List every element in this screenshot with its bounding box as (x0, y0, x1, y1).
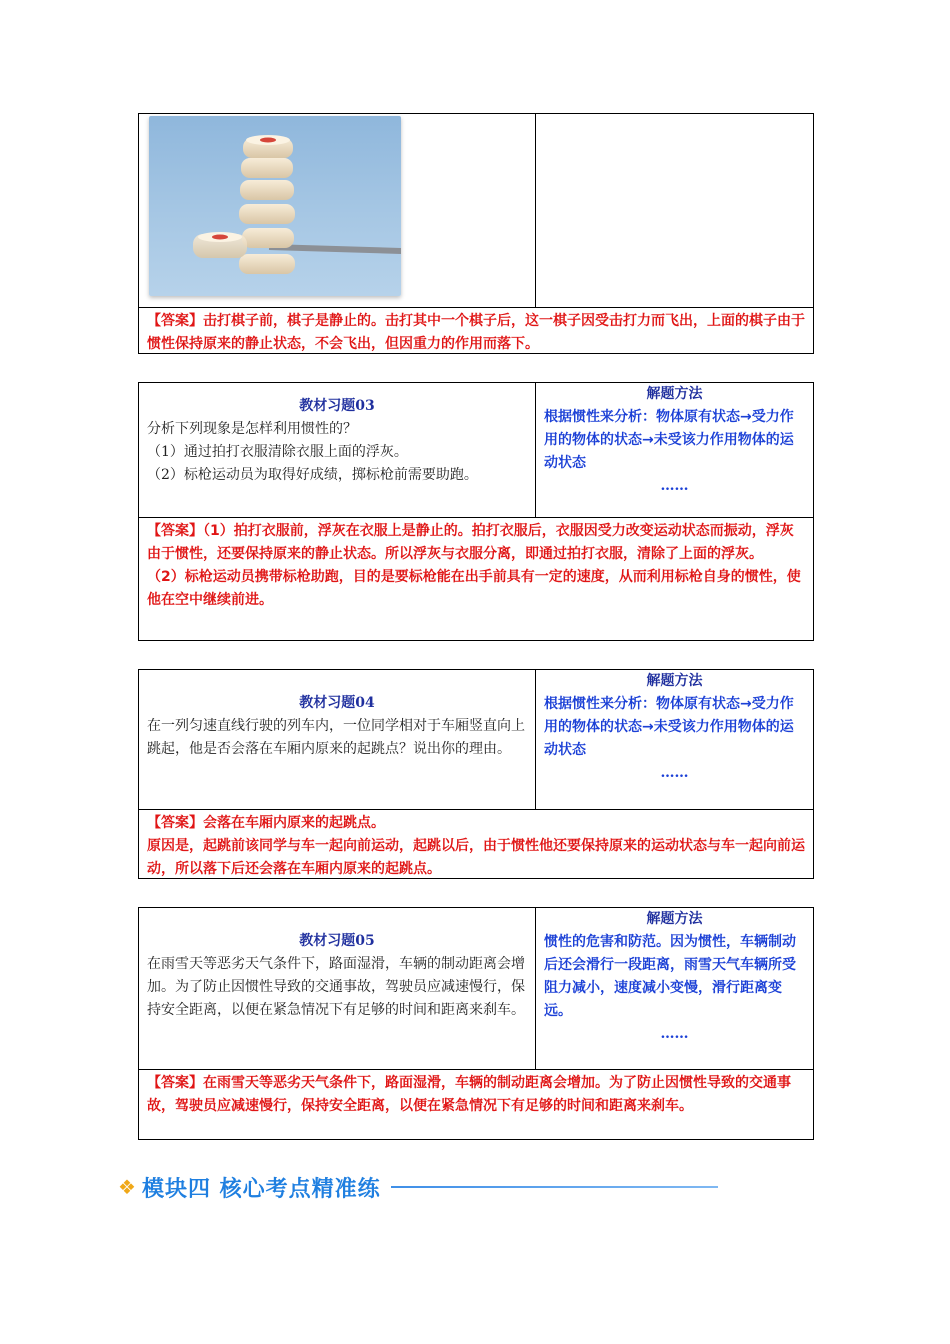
exercise-box-05 (138, 907, 814, 1140)
question-line: 分析下列现象是怎样利用惯性的？ (147, 421, 357, 437)
answer-paragraph: （2）标枪运动员携带标枪助跑，目的是要标枪能在出手前具有一定的速度，从而利用标枪自身的惯性，使他在空中继续前进。 (147, 569, 801, 608)
answer-paragraph: 【答案】会落在车厢内原来的起跳点。 (147, 815, 385, 831)
answer-paragraph: 【答案】（1）拍打衣服前，浮灰在衣服上是静止的。拍打衣服后，衣服因受力改变运动状态而振动，浮灰由于惯性，还要保持原来的静止状态。所以浮灰与衣服分离，即通过拍打衣服，清除了上面的浮灰。 (147, 523, 794, 562)
question-line: （2）标枪运动员为取得好成绩，掷标枪前需要助跑。 (147, 467, 478, 483)
method-cell (536, 908, 813, 1069)
photo-cell (139, 114, 536, 307)
answer-text: 【答案】击打棋子前，棋子是静止的。击打其中一个棋子后，这一棋子因受击打力而飞出，上面的棋子由于惯性保持原来的静止状态，不会飞出，但因重力的作用而落下。 (147, 313, 805, 352)
exercise-title: 教材习题05 (299, 933, 375, 949)
answer-text (139, 518, 813, 614)
question-cell (139, 908, 536, 1069)
method-text: 根据惯性来分析：物体原有状态→受力作用的物体的状态→未受该力作用物体的运动状态 (544, 696, 794, 758)
method-text: 惯性的危害和防范。因为惯性，车辆制动后还会滑行一段距离，雨雪天气车辆所受阻力减小，速度减小变慢，滑行距离变远。 (544, 934, 796, 1019)
answer-paragraph: 原因是，起跳前该同学与车一起向前运动，起跳以后，由于惯性他还要保持原来的运动状态与车一起向前运动，所以落下后还会落在车厢内原来的起跳点。 (147, 838, 805, 877)
empty-cell (536, 114, 813, 307)
question-text: 在雨雪天等恶劣天气条件下，路面湿滑，车辆的制动距离会增加。为了防止因惯性导致的交通事故，驾驶员应减速慢行，保持安全距离，以便在紧急情况下有足够的时间和距离来刹车。 (147, 956, 525, 1018)
exercise-box-03 (138, 382, 814, 641)
ellipsis: …… (660, 1026, 689, 1042)
stacked-chess-pieces-photo (149, 116, 401, 296)
module-heading (118, 1170, 718, 1204)
method-title: 解题方法 (646, 386, 703, 402)
method-title: 解题方法 (646, 673, 703, 689)
chess-stack-illustration (149, 116, 401, 296)
method-cell (536, 383, 813, 517)
question-cell (139, 383, 536, 517)
method-title: 解题方法 (646, 911, 703, 927)
exercise-title: 教材习题04 (299, 695, 375, 711)
exercise-title: 教材习题03 (299, 398, 375, 414)
exercise-box-chess (138, 113, 814, 354)
question-line: （1）通过拍打衣服清除衣服上面的浮灰。 (147, 444, 408, 460)
answer-text (139, 810, 813, 883)
answer-text: 【答案】在雨雪天等恶劣天气条件下，路面湿滑，车辆的制动距离会增加。为了防止因惯性导致的交通事故，驾驶员应减速慢行，保持安全距离，以便在紧急情况下有足够的时间和距离来刹车。 (147, 1075, 791, 1114)
ellipsis: …… (660, 478, 689, 494)
method-text: 根据惯性来分析：物体原有状态→受力作用的物体的状态→未受该力作用物体的运动状态 (544, 409, 794, 471)
method-cell (536, 670, 813, 809)
ellipsis: …… (660, 765, 689, 781)
module-underline (391, 1186, 718, 1188)
exercise-box-04 (138, 669, 814, 879)
module-title: 模块四 核心考点精准练 (141, 1176, 381, 1202)
question-cell (139, 670, 536, 809)
diamond-chevron-icon: ❖ (118, 1175, 136, 1199)
question-text: 在一列匀速直线行驶的列车内，一位同学相对于车厢竖直向上跳起，他是否会落在车厢内原来的起跳点？说出你的理由。 (147, 718, 525, 757)
